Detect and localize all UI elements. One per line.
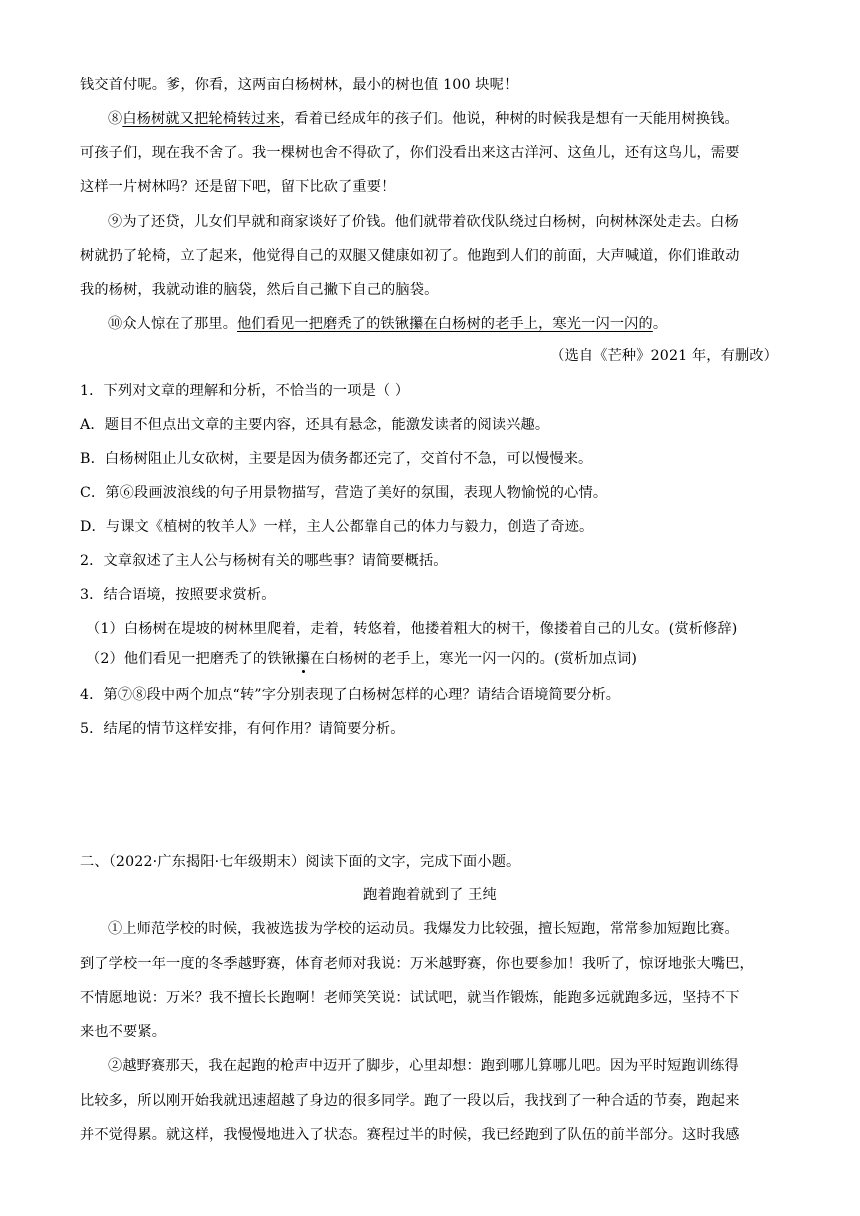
passage-line: 比较多，所以刚开始我就迅速超越了身边的很多同学。跑了一段以后，我找到了一种合适的节奏，跑起来 xyxy=(80,1093,740,1109)
underlined-sentence: 白杨树就又把轮椅转过来 xyxy=(122,111,281,127)
passage-line: 不情愿地说：万米？我不擅长长跑啊！老师笑笑说：试试吧，就当作锻炼，能跑多远就跑多远，坚持不下 xyxy=(80,990,740,1006)
question-5: 5．结尾的情节这样安排，有何作用？请简要分析。 xyxy=(80,721,405,737)
paragraph-10: ⑩众人惊在了那里。他们看见一把磨秃了的铁锹攥在白杨树的老手上，寒光一闪一闪的。 xyxy=(108,316,668,332)
passage-line: 我的杨树，我就动谁的脑袋，然后自己撇下自己的脑袋。 xyxy=(80,282,439,298)
passage-line: 来也不要紧。 xyxy=(80,1024,167,1040)
question-3: 3．结合语境，按照要求赏析。 xyxy=(80,587,276,603)
passage-line: 并不觉得累。就这样，我慢慢地进入了状态。赛程过半的时候，我已经跑到了队伍的前半部分。这时我感 xyxy=(80,1127,740,1143)
passage-line: 树就扔了轮椅，立了起来，他觉得自己的双腿又健康如初了。他跑到人们的前面，大声喊道，你们谁敢动 xyxy=(80,248,740,264)
question-3-part-1: （1）白杨树在堤坡的树林里爬着，走着，转悠着，他搂着粗大的树干，像搂着自己的儿女。(赏析修辞) xyxy=(86,621,738,637)
option-d: D．与课文《植树的牧羊人》一样，主人公都靠自己的体力与毅力，创造了奇迹。 xyxy=(80,519,594,535)
passage-line: 可孩子们，现在我不舍了。我一棵树也舍不得砍了，你们没看出来这古洋河、这鱼儿，还有这鸟儿，需要 xyxy=(80,145,740,161)
paragraph-2-line-1: ②越野赛那天，我在起跑的枪声中迈开了脚步，心里却想：跑到哪儿算哪儿吧。因为平时短跑训练得 xyxy=(108,1058,739,1074)
option-b: B．白杨树阻止儿女砍树，主要是因为债务都还完了，交首付不急，可以慢慢来。 xyxy=(80,451,593,467)
question-2: 2．文章叙述了主人公与杨树有关的哪些事？请简要概括。 xyxy=(80,553,448,569)
question-3-part-2: （2）他们看见一把磨秃了的铁锹攥在白杨树的老手上，寒光一闪一闪的。(赏析加点词) xyxy=(86,651,638,667)
paragraph-9-line-1: ⑨为了还贷，儿女们早就和商家谈好了价钱。他们就带着砍伐队绕过白杨树，向树林深处走去。白杨 xyxy=(108,214,739,230)
paragraph-8-line-1: ⑧白杨树就又把轮椅转过来，看着已经成年的孩子们。他说，种树的时候我是想有一天能用树换钱。 xyxy=(108,111,739,127)
option-a: A．题目不但点出文章的主要内容，还具有悬念，能激发读者的阅读兴趣。 xyxy=(80,417,550,433)
passage-line: 到了学校一年一度的冬季越野赛，体育老师对我说：万米越野赛，你也要参加！我听了，惊讶地张大嘴巴， xyxy=(80,956,754,972)
paragraph-1-line-1: ①上师范学校的时候，我被选拔为学校的运动员。我爆发力比较强，擅长短跑，常常参加短跑比赛。 xyxy=(108,921,739,937)
passage-line: 钱交首付呢。爹，你看，这两亩白杨树林，最小的树也值 100 块呢！ xyxy=(80,77,519,93)
article-title: 跑着跑着就到了 王纯 xyxy=(363,887,497,903)
underlined-sentence: 他们看见一把磨秃了的铁锹攥在白杨树的老手上，寒光一闪一闪的 xyxy=(237,316,653,332)
section-header: 二、（2022·广东揭阳·七年级期末）阅读下面的文字，完成下面小题。 xyxy=(80,854,521,870)
question-1: 1．下列对文章的理解和分析，不恰当的一项是（ ） xyxy=(80,383,410,399)
source-citation: （选自《芒种》2021 年，有删改） xyxy=(550,348,778,364)
dotted-character: 攥 xyxy=(295,651,311,667)
passage-line: 这样一片树林吗？还是留下吧，留下比砍了重要！ xyxy=(80,179,396,195)
question-4: 4．第⑦⑧段中两个加点“转”字分别表现了白杨树怎样的心理？请结合语境简要分析。 xyxy=(80,687,621,703)
option-c: C．第⑥段画波浪线的句子用景物描写，营造了美好的氛围，表现人物愉悦的心情。 xyxy=(80,485,608,501)
